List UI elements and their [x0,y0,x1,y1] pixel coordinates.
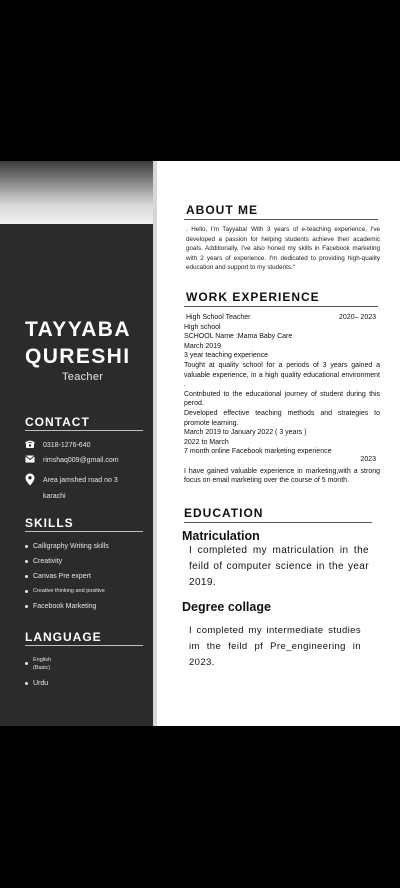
language-heading: LANGUAGE [25,630,102,644]
about-text: . Hello, I'm Tayyaba! With 3 years of e-teaching experience, I've developed a passion for helping students achieve their academic goals. Additionally, I've also honed my skills in Facebook marketing with 2 years of experience. I'm dedicated to providing high-quality education and support to my students." [186,226,380,271]
contact-heading: CONTACT [25,415,90,429]
experience-section [184,313,380,486]
education-subheading: Matriculation [182,529,260,543]
experience-line: High school [184,323,221,331]
experience-line: 2022 to March [184,438,229,446]
experience-heading: WORK EXPERIENCE [186,290,320,304]
experience-title-row [184,313,380,323]
last-name: QURESHI [25,345,131,368]
experience-paragraph: Developed effective teaching methods and strategies to promote learning. [184,409,380,427]
experience-divider [184,306,378,307]
about-heading: ABOUT ME [186,203,258,217]
location-pin-icon [25,473,35,486]
first-name: TAYYABA [25,318,131,341]
skill-item: Facebook Marketing [25,599,109,614]
full-name [25,316,131,370]
sidebar-edge [153,161,157,726]
skill-item: Creative thinking and positive [25,584,109,599]
experience-line: March 2019 [184,342,221,350]
skills-list [25,539,109,614]
phone-number: 0318-1276-640 [43,442,91,449]
job-title: High School Teacher [186,314,251,321]
contact-divider [25,430,143,431]
language-item: English (Basic) [25,656,65,672]
language-item: Urdu [25,676,65,691]
job-date-range: 2020– 2023 [339,314,376,321]
email-icon [25,455,35,463]
experience-line: March 2019 to January 2022 ( 3 years ) [184,429,307,437]
contact-address [25,473,118,505]
education-subheading: Degree collage [182,600,271,614]
language-list [25,656,65,691]
skill-item: Calligraphy Writing skills [25,539,109,554]
phone-icon [25,440,35,449]
education-divider [184,522,372,523]
skills-heading: SKILLS [25,516,74,530]
experience-year: 2023 [360,455,376,463]
experience-paragraph: I have gained valuable experience in marketing,with a strong focus on email marketing over the course of 5 month. [184,467,380,485]
job-role: Teacher [62,371,104,383]
sidebar [0,161,153,726]
address-line-1: Area jamshed road no 3 [43,477,118,484]
resume-page [0,161,400,726]
about-divider [184,219,378,220]
experience-paragraph: Contributed to the educational journey of student during this perod. [184,390,380,408]
contact-phone [25,440,91,451]
address-line-2: karachi [43,493,66,500]
experience-paragraph: Tought at quality school for a periods of 3 years gained a valuable experience, in a high quality educational environment . [184,361,380,389]
contact-email [25,455,119,466]
skill-item: Canvas Pre expert [25,569,109,584]
skill-item: Creativity [25,554,109,569]
sidebar-header-gradient [0,161,153,224]
experience-line: 7 month online Facebook marketing experience [184,448,332,456]
education-text: I completed my matriculation in the feild of computer science in the year 2019. [189,545,369,588]
experience-line: 3 year teaching experience [184,352,269,360]
language-divider [25,645,143,646]
education-heading: EDUCATION [184,506,264,520]
experience-line: SCHOOL Name :Mama Baby Care [184,333,293,341]
skills-divider [25,531,143,532]
email-address: rimshaq009@gmail.com [43,457,119,464]
address-text [43,473,118,505]
education-text: I completed my intermediate studies im the feild pf Pre_engineering in 2023. [189,625,361,668]
